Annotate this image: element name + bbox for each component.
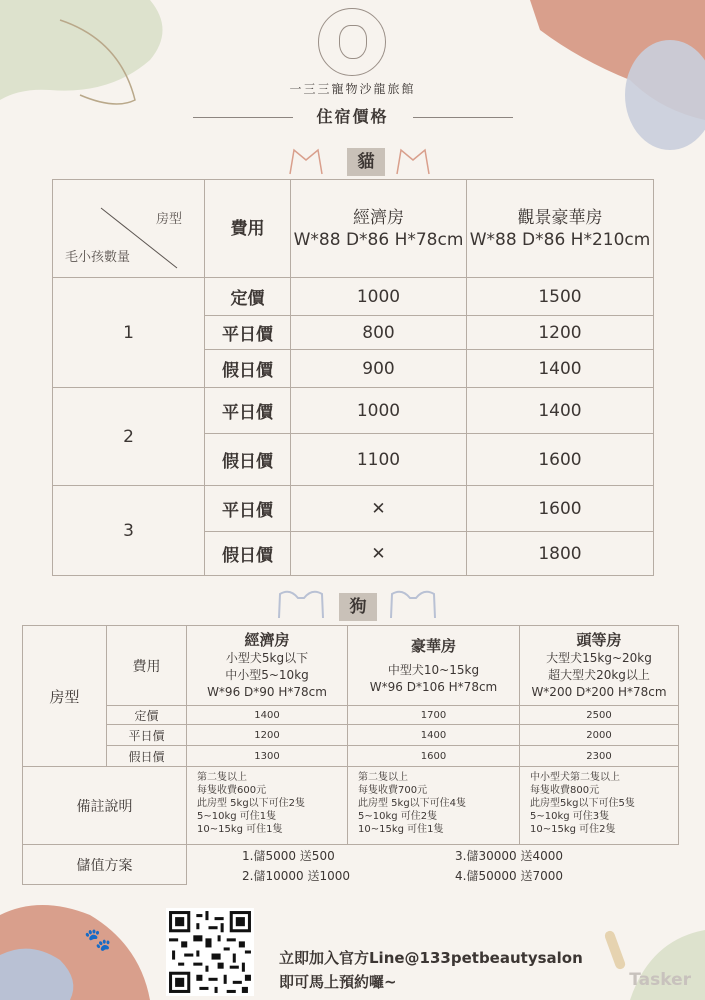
room-header: [520, 626, 679, 706]
watermark: Tasker: [629, 970, 691, 990]
price-value: 1200: [467, 316, 654, 350]
price-value: 1100: [291, 434, 467, 486]
corner-count-label: 毛小孩數量: [65, 250, 131, 265]
price-value: 900: [291, 350, 467, 388]
price-value: 2300: [520, 746, 679, 767]
stored-value-label: 儲值方案: [23, 845, 187, 885]
cat-ear-icon: [395, 146, 435, 176]
page-title: 住宿價格: [316, 107, 389, 126]
price-value: 1700: [348, 706, 520, 725]
qr-code[interactable]: [166, 908, 254, 996]
room-name: 觀景豪華房: [517, 207, 603, 228]
price-value: 1000: [291, 278, 467, 316]
cat-ear-icon: [288, 146, 328, 176]
dog-badge: 狗: [339, 593, 377, 621]
price-label: 定價: [107, 706, 187, 725]
fee-header: 費用: [205, 180, 291, 278]
room-desc: 中型犬10~15kg: [387, 662, 480, 677]
dog-ear-icon: [276, 588, 326, 620]
price-label: 平日價: [205, 486, 291, 532]
room-desc: W*200 D*200 H*78cm: [531, 685, 667, 699]
room-desc: 大型犬15kg~20kg: [546, 651, 652, 665]
note-line: 第二隻以上: [358, 772, 408, 783]
notes-label: 備註說明: [23, 767, 187, 845]
note-line: 5~10kg 可住3隻: [530, 811, 610, 822]
price-value: 1500: [467, 278, 654, 316]
price-value: 800: [291, 316, 467, 350]
price-label: 平日價: [107, 725, 187, 746]
stored-plan: 4.儲50000 送7000: [455, 869, 563, 883]
top-right-blob: [520, 0, 705, 150]
note-cell: [520, 767, 679, 845]
note-line: 10~15kg 可住1隻: [197, 824, 283, 835]
dog-price-table: [22, 625, 679, 885]
note-line: 此房型 5kg以下可住4隻: [358, 798, 467, 809]
room-name: 經濟房: [244, 631, 290, 649]
price-value: 2000: [520, 725, 679, 746]
note-cell: [348, 767, 520, 845]
note-line: 10~15kg 可住2隻: [530, 824, 616, 835]
unavailable-mark: ✕: [291, 486, 467, 532]
note-line: 每隻收費600元: [197, 785, 267, 796]
unavailable-mark: ✕: [291, 532, 467, 576]
room-header: [467, 180, 654, 278]
price-label: 定價: [205, 278, 291, 316]
room-name: 經濟房: [353, 207, 404, 228]
room-name: 豪華房: [410, 636, 456, 655]
footer-text: [279, 946, 583, 994]
note-line: 5~10kg 可住2隻: [358, 811, 438, 822]
room-desc: 超大型犬20kg以上: [548, 668, 650, 682]
stored-value-plans: [187, 845, 679, 885]
price-label: 假日價: [205, 350, 291, 388]
room-desc: W*96 D*90 H*78cm: [207, 685, 327, 699]
price-value: 1800: [467, 532, 654, 576]
room-header: [291, 180, 467, 278]
price-value: 1400: [187, 706, 348, 725]
room-name: 頭等房: [576, 631, 622, 649]
note-line: 第二隻以上: [197, 772, 247, 783]
stored-plan: 1.儲5000 送500: [242, 849, 335, 863]
price-value: 1200: [187, 725, 348, 746]
price-label: 假日價: [205, 532, 291, 576]
room-header: [187, 626, 348, 706]
corner-room-label: 房型: [155, 212, 182, 227]
stored-plan: 3.儲30000 送4000: [455, 849, 563, 863]
note-line: 此房型5kg以下可住5隻: [530, 798, 635, 809]
room-type-label: 房型: [23, 626, 107, 767]
price-value: 1600: [467, 486, 654, 532]
top-left-blob: [0, 0, 180, 120]
price-label: 假日價: [205, 434, 291, 486]
price-label: 假日價: [107, 746, 187, 767]
stored-plan: 2.儲10000 送1000: [242, 869, 350, 883]
booking-note: 即可馬上預約囉~: [279, 973, 397, 991]
cat-price-table: [52, 179, 654, 576]
paw-icon: 🐾: [84, 928, 112, 953]
note-line: 5~10kg 可住1隻: [197, 811, 277, 822]
price-value: 1600: [467, 434, 654, 486]
pet-count: 3: [53, 486, 205, 576]
corner-cell: [53, 180, 205, 278]
note-cell: [187, 767, 348, 845]
fee-header: 費用: [107, 626, 187, 706]
note-line: 中小型犬第二隻以上: [530, 772, 620, 783]
room-desc: 小型犬5kg以下: [225, 651, 309, 665]
price-value: 1300: [187, 746, 348, 767]
price-label: 平日價: [205, 316, 291, 350]
shop-name: 一三三寵物沙龍旅館: [289, 82, 416, 96]
room-desc: 中小型5~10kg: [225, 668, 309, 682]
dog-ear-icon: [388, 588, 438, 620]
price-value: 1600: [348, 746, 520, 767]
note-line: 10~15kg 可住1隻: [358, 824, 444, 835]
logo: [318, 8, 386, 76]
dog-icon: [339, 25, 367, 59]
pet-count: 2: [53, 388, 205, 486]
note-line: 此房型 5kg以下可住2隻: [197, 798, 306, 809]
room-header: [348, 626, 520, 706]
price-value: 1400: [467, 388, 654, 434]
price-value: 1000: [291, 388, 467, 434]
room-size: W*88 D*86 H*210cm: [469, 229, 651, 250]
price-value: 1400: [467, 350, 654, 388]
note-line: 每隻收費800元: [530, 785, 600, 796]
price-label: 平日價: [205, 388, 291, 434]
cat-badge: 貓: [347, 148, 385, 176]
room-size: W*88 D*86 H*78cm: [293, 229, 464, 250]
room-desc: W*96 D*106 H*78cm: [369, 679, 498, 694]
pet-count: 1: [53, 278, 205, 388]
bottom-left-blob: [0, 895, 160, 1000]
note-line: 每隻收費700元: [358, 785, 428, 796]
price-value: 2500: [520, 706, 679, 725]
line-invite: 立即加入官方Line@133petbeautysalon: [279, 949, 583, 967]
price-value: 1400: [348, 725, 520, 746]
